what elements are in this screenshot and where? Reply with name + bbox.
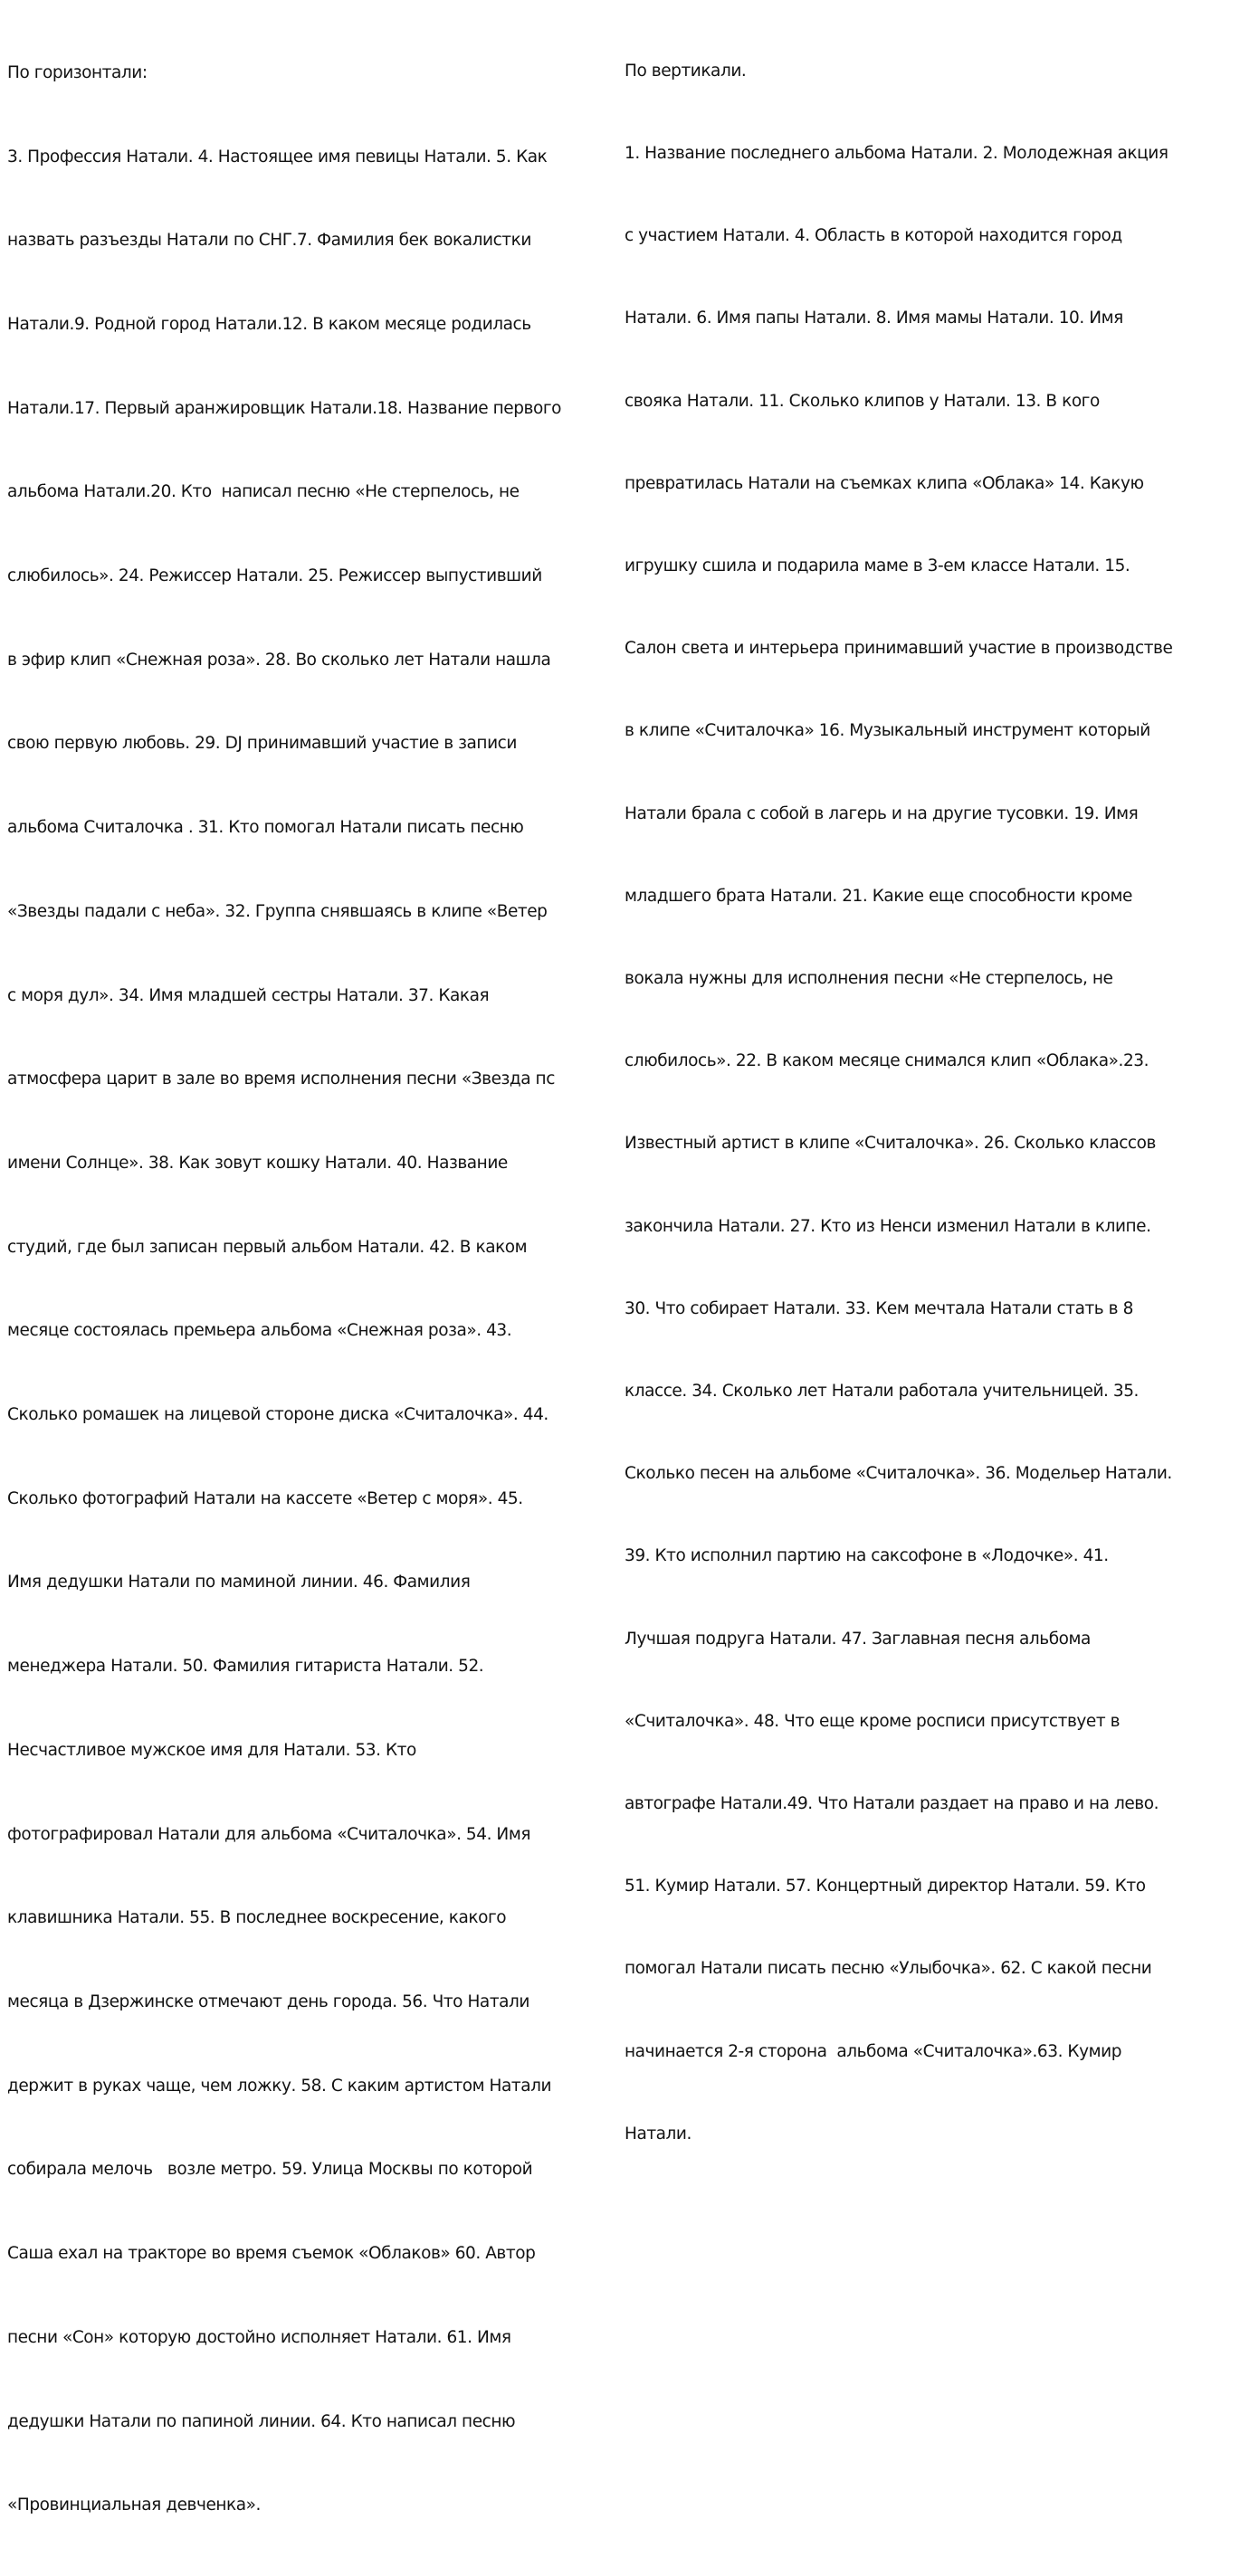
across-line: Имя дедушки Натали по маминой линии. 46. Фамилия bbox=[7, 1573, 471, 1592]
down-line: слюбилось». 22. В каком месяце снимался клип «Облака».23. bbox=[625, 1051, 1149, 1071]
down-line: 51. Кумир Натали. 57. Концертный директор Натали. 59. Кто bbox=[625, 1877, 1146, 1896]
across-line: 3. Профессия Натали. 4. Настоящее имя певицы Натали. 5. Как bbox=[7, 147, 548, 166]
across-line: с моря дул». 34. Имя младшей сестры Натали. 37. Какая bbox=[7, 985, 490, 1005]
across-line: имени Солнце». 38. Как зовут кошку Натали. 40. Название bbox=[7, 1153, 508, 1173]
across-line: в эфир клип «Снежная роза». 28. Во сколько лет Натали нашла bbox=[7, 650, 551, 670]
across-line: Саша ехал на тракторе во время съемок «Облаков» 60. Автор bbox=[7, 2244, 536, 2264]
down-line: Натали. bbox=[625, 2124, 691, 2143]
down-line: автографе Натали.49. Что Натали раздает на право и на лево. bbox=[625, 1794, 1159, 1814]
across-line: Сколько ромашек на лицевой стороне диска «Считалочка». 44. bbox=[7, 1405, 548, 1425]
across-line: «Провинциальная девченка». bbox=[7, 2495, 261, 2515]
across-line: слюбилось». 24. Режиссер Натали. 25. Режиссер выпустивший bbox=[7, 566, 542, 586]
across-line: фотографировал Натали для альбома «Считалочка». 54. Имя bbox=[7, 1824, 530, 1844]
down-line: начинается 2-я сторона альбома «Считалочка».63. Кумир bbox=[625, 2041, 1121, 2061]
across-line: песни «Сон» которую достойно исполняет Натали. 61. Имя bbox=[7, 2327, 511, 2347]
across-line: месяца в Дзержинске отмечают день города. 56. Что Натали bbox=[7, 1991, 529, 2011]
across-heading: По горизонтали: bbox=[7, 62, 148, 82]
down-line: в клипе «Считалочка» 16. Музыкальный инструмент который bbox=[625, 721, 1150, 741]
across-line: Несчастливое мужское имя для Натали. 53. Кто bbox=[7, 1740, 416, 1760]
down-line: 39. Кто исполнил партию на саксофоне в «Лодочке». 41. bbox=[625, 1546, 1109, 1566]
down-line: Натали брала с собой в лагерь и на другие тусовки. 19. Имя bbox=[625, 803, 1139, 823]
down-line: Известный артист в клипе «Считалочка». 26. Сколько классов bbox=[625, 1134, 1156, 1154]
across-line: клавишника Натали. 55. В последнее воскресение, какого bbox=[7, 1908, 507, 1928]
across-line: менеджера Натали. 50. Фамилия гитариста Натали. 52. bbox=[7, 1657, 484, 1677]
across-line: дедушки Натали по папиной линии. 64. Кто написал песню bbox=[7, 2411, 516, 2431]
down-line: классе. 34. Сколько лет Натали работала учительницей. 35. bbox=[625, 1382, 1139, 1402]
across-line: альбома Натали.20. Кто написал песню «Не стерпелось, не bbox=[7, 482, 520, 502]
across-line: атмосфера царит в зале во время исполнения песни «Звезда пс bbox=[7, 1069, 555, 1089]
across-line: Натали.17. Первый аранжировщик Натали.18. Название первого bbox=[7, 398, 561, 418]
down-line: 30. Что собирает Натали. 33. Кем мечтала Натали стать в 8 bbox=[625, 1298, 1133, 1318]
across-line: назвать разъезды Натали по СНГ.7. Фамилия бек вокалистки bbox=[7, 231, 531, 251]
down-line: закончила Натали. 27. Кто из Ненси изменил Натали в клипе. bbox=[625, 1216, 1151, 1236]
down-line: Натали. 6. Имя папы Натали. 8. Имя мамы Натали. 10. Имя bbox=[625, 309, 1123, 328]
down-line: помогал Натали писать песню «Улыбочка». 62. С какой песни bbox=[625, 1959, 1152, 1979]
across-line: Натали.9. Родной город Натали.12. В каком месяце родилась bbox=[7, 314, 531, 334]
down-line: Сколько песен на альбоме «Считалочка». 36. Модельер Натали. bbox=[625, 1464, 1172, 1484]
down-line: 1. Название последнего альбома Натали. 2. Молодежная акция bbox=[625, 144, 1168, 164]
across-line: держит в руках чаще, чем ложку. 58. С каким артистом Натали bbox=[7, 2076, 552, 2096]
down-line: с участием Натали. 4. Область в которой находится город bbox=[625, 226, 1122, 246]
across-line: свою первую любовь. 29. DJ принимавший участие в записи bbox=[7, 734, 517, 754]
down-line: игрушку сшила и подарила маме в 3-ем классе Натали. 15. bbox=[625, 556, 1130, 576]
across-line: студий, где был записан первый альбом Натали. 42. В каком bbox=[7, 1237, 528, 1257]
across-line: месяце состоялась премьера альбома «Снежная роза». 43. bbox=[7, 1321, 512, 1341]
down-line: Салон света и интерьера принимавший участие в производстве bbox=[625, 639, 1173, 659]
across-line: «Звезды падали с неба». 32. Группа снявшаясь в клипе «Ветер bbox=[7, 901, 548, 921]
across-line: собирала мелочь возле метро. 59. Улица Москвы по которой bbox=[7, 2160, 533, 2180]
down-line: превратилась Натали на съемках клипа «Облака» 14. Какую bbox=[625, 473, 1144, 493]
across-line: Сколько фотографий Натали на кассете «Ветер с моря». 45. bbox=[7, 1488, 523, 1508]
down-line: Лучшая подруга Натали. 47. Заглавная песня альбома bbox=[625, 1629, 1091, 1649]
across-line: альбома Считалочка . 31. Кто помогал Натали писать песню bbox=[7, 818, 524, 838]
down-line: «Считалочка». 48. Что еще кроме росписи присутствует в bbox=[625, 1711, 1121, 1731]
down-line: свояка Натали. 11. Сколько клипов у Натали. 13. В кого bbox=[625, 391, 1100, 411]
down-column bbox=[625, 3, 1254, 2203]
across-column bbox=[7, 4, 600, 2576]
down-heading: По вертикали. bbox=[625, 61, 747, 81]
down-line: вокала нужны для исполнения песни «Не стерпелось, не bbox=[625, 969, 1113, 989]
down-line: младшего брата Натали. 21. Какие еще способности кроме bbox=[625, 886, 1132, 906]
